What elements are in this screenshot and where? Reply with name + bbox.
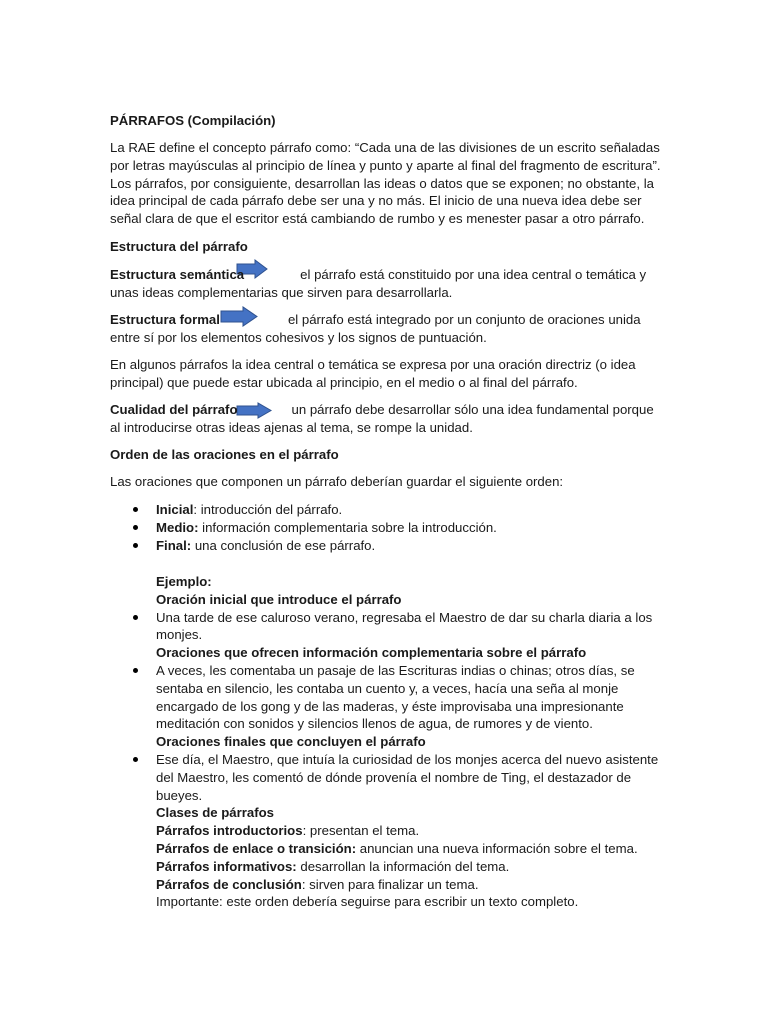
semantic-structure-paragraph — [110, 266, 666, 302]
intro-paragraph: La RAE define el concepto párrafo como: “Cada una de las divisiones de un escrito señaladas por letras mayúsculas al principio de línea y punto y aparte al final del fragmento de escritura”. Los párrafos, por consiguiente, desarrollan las ideas o datos que se exponen; no obstante, la idea principal de cada párrafo debe ser una y no más. El inicio de una nueva idea debe ser señal clara de que el escritor está cambiando de rumbo y es menester pasar a otro párrafo. — [110, 140, 661, 227]
class-item: Párrafos de enlace o transición: anuncian una nueva información sobre el tema. — [156, 840, 638, 856]
class-item: Párrafos introductorios: presentan el tema. — [156, 823, 420, 839]
order-heading: Orden de las oraciones en el párrafo — [110, 447, 339, 462]
class-item: Párrafos de conclusión: sirven para finalizar un tema. — [156, 876, 479, 892]
page-title: PÁRRAFOS (Compilación) — [110, 113, 276, 128]
quality-text: un párrafo debe desarrollar sólo una idea fundamental porque al introducirse otras ideas ajenas al tema, se rompe la unidad. — [110, 402, 654, 435]
semantic-structure-label: Estructura semántica — [110, 267, 245, 282]
example-complementary-heading: Oraciones que ofrecen información complementaria sobre el párrafo — [156, 645, 587, 661]
list-item: Final: una conclusión de ese párrafo. — [110, 537, 666, 555]
list-item: Inicial: introducción del párrafo. — [110, 501, 666, 519]
structure-heading: Estructura del párrafo — [110, 239, 248, 254]
semantic-structure-text: el párrafo está constituido por una idea central o temática y unas ideas complementarias que sirven para desarrollarla. — [110, 267, 647, 300]
list-item: Una tarde de ese caluroso verano, regresaba el Maestro de dar su charla diaria a los monjes. — [110, 609, 666, 645]
formal-structure-text: el párrafo está integrado por un conjunto de oraciones unida entre sí por los elementos cohesivos y los signos de puntuación. — [110, 312, 641, 345]
example-final-heading: Oraciones finales que concluyen el párrafo — [156, 734, 426, 750]
order-list — [110, 501, 666, 554]
example-heading: Ejemplo: — [156, 574, 212, 589]
classes-heading: Clases de párrafos — [156, 805, 275, 821]
formal-structure-label: Estructura formal — [110, 312, 220, 327]
directriz-paragraph: En algunos párrafos la idea central o temática se expresa por una oración directriz (o idea principal) que puede estar ubicada al principio, en el medio o al final del párrafo. — [110, 357, 636, 390]
classes-note: Importante: este orden debería seguirse para escribir un texto completo. — [156, 894, 579, 910]
quality-label: Cualidad del párrafo — [110, 402, 238, 417]
list-item: Medio: información complementaria sobre la introducción. — [110, 519, 666, 537]
list-item: Ese día, el Maestro, que intuía la curiosidad de los monjes acerca del nuevo asistente del Maestro, les comentó de dónde provenía el nombre de Ting, el destazador de bueyes. — [110, 751, 666, 804]
example-initial-heading: Oración inicial que introduce el párrafo — [156, 591, 402, 607]
quality-paragraph — [110, 401, 666, 437]
example-section — [110, 573, 666, 911]
list-item: A veces, les comentaba un pasaje de las Escrituras indias o chinas; otros días, se sentaba en silencio, les contaba un cuento y, a veces, hacía una seña al monje encargado de los gong y de las maderas, y éste improvisaba una impresionante meditación con sonidos y silencios llenos de agua, de rumores y de viento. — [110, 662, 666, 733]
order-intro: Las oraciones que componen un párrafo deberían guardar el siguiente orden: — [110, 474, 564, 489]
formal-structure-paragraph — [110, 311, 666, 347]
class-item: Párrafos informativos: desarrollan la información del tema. — [156, 858, 510, 874]
